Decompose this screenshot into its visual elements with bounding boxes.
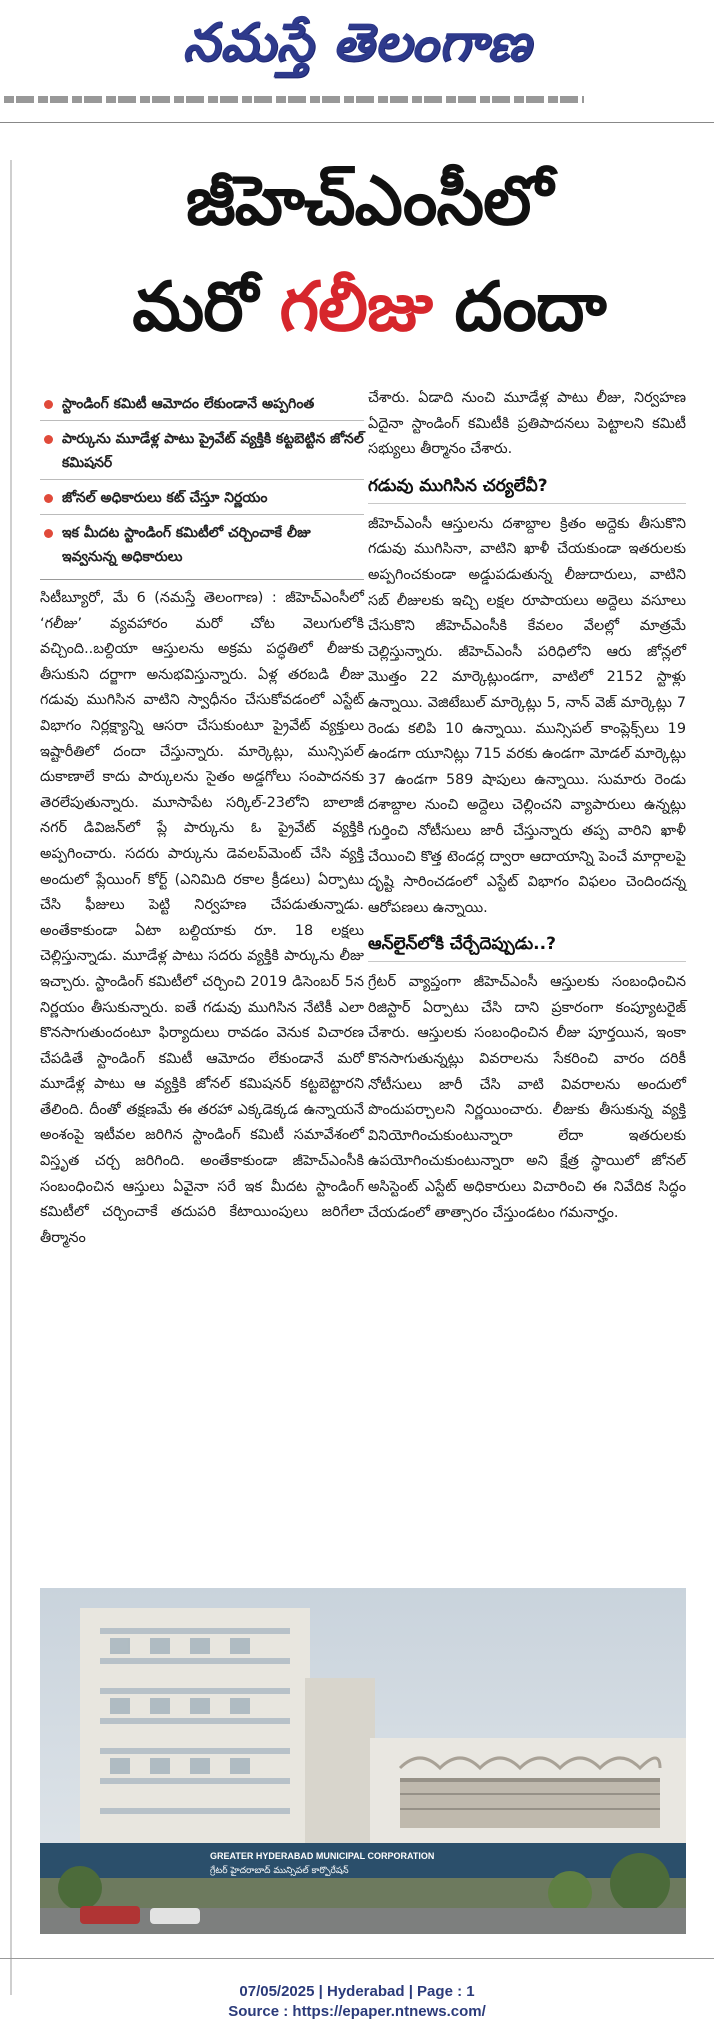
bullet-text: ఇక మీదట స్టాండింగ్ కమిటీలో చర్చించాకే లీజు ఇవ్వనున్న అధికారులు (62, 525, 311, 565)
bullet-dot-icon (44, 400, 53, 409)
ghmc-building-photo (40, 1588, 686, 1934)
left-column (40, 392, 364, 1251)
bullet-point (40, 392, 364, 421)
bullet-point (40, 427, 364, 480)
photo-sign-text: GREATER HYDERABAD MUNICIPAL CORPORATION (210, 1851, 435, 1861)
bullet-text: స్టాండింగ్ కమిటీ ఆమోదం లేకుండానే అప్పగింత (62, 396, 315, 412)
footer-source-line: Source : https://epaper.ntnews.com/ (228, 2003, 486, 2020)
article-body-section-2: గ్రేటర్ వ్యాప్తంగా జీహెచ్ఎంసీ ఆస్తులకు సంబంధించిన రిజిస్టార్ ఏర్పాటు చేసి దాని ప్రకారంగా కంప్యూటరైజ్ చేశారు. ఆస్తులకు సంబంధించిన లీజు పూర్తయిన, ఇంకా కొనసాగుతున్నట్లు వివరాలను సేకరించి వారం దరికీ నోటీసులు జారీ చేసి వాటి వివరాలను అందులో పొందుపర్చాలని నిర్ణయించారు. లీజుకు తీసుకున్న వ్యక్తి వినియోగించుకుంటున్నారా లేదా ఇతరులకు ఉపయోగించుకుంటున్నారా అని క్షేత్ర స్థాయిలో జోనల్ అసిస్టెంట్ ఎస్టేట్ అధికారులు విచారించి ఈ నివేదిక సిద్ధం చేయడంలో తాత్సారం చేస్తుండటం గమనార్హం. (368, 974, 686, 1221)
bullet-point (40, 521, 364, 573)
headline-highlight: గలీజు (279, 268, 432, 347)
footer-date-line: 07/05/2025 | Hyderabad | Page : 1 (239, 1983, 475, 2000)
headline-prefix: మరో (132, 268, 280, 347)
bullet-text: జోనల్ అధికారులు కట్ చేస్తూ నిర్ణయం (62, 490, 268, 506)
right-column (368, 386, 686, 1226)
bullet-text: పార్కును మూడేళ్ల పాటు ప్రైవేట్ వ్యక్తికి కట్టబెట్టిన జోనల్ కమిషనర్ (62, 431, 364, 471)
bullet-dot-icon (44, 529, 53, 538)
newspaper-logo: నమస్తే తెలంగాణ (182, 12, 532, 73)
headline-line-2 (24, 268, 714, 363)
article-body-continued: చేశారు. ఏడాది నుంచి మూడేళ్ల పాటు లీజు, నిర్వహణ ఏదైనా స్టాండింగ్ కమిటీకి ప్రతిపాదనలు పెట్టాలని కమిటీ సభ్యులు తీర్మానం చేశారు. (368, 390, 686, 458)
footer (0, 1982, 714, 2022)
margin-rule (10, 160, 12, 1995)
subheading-1: గడువు ముగిసిన చర్యలేవీ? (368, 473, 686, 504)
article-body-section-1: జీహెచ్ఎంసీ ఆస్తులను దశాబ్దాల క్రితం అద్దెకు తీసుకొని గడువు ముగిసినా, వాటిని ఖాళీ చేయకుండా ఇతరులకు అప్పగించకుండా అడ్డుపడుతున్న లీజుదారులు, వాటిని సబ్ లీజులకు ఇచ్చి లక్షల రూపాయలు అద్దెలు వసూలు చేసుకొని జీహెచ్ఎంసీకి కేవలం వేలల్లో మాత్రమే చెల్లిస్తున్నారు. జీహెచ్ఎంసీ పరిధిలోని ఆరు జోన్లలో మొత్తం 22 మార్కెట్లుండగా, వాటిలో 2152 స్టాళ్లు ఉన్నాయి. వెజిటేబుల్ మార్కెట్లు 5, నాన్ వెజ్ మార్కెట్లు 7 రెండు కలిపి 10 ఉన్నాయి. మున్సిపల్ కాంప్లెక్స్‌లు 19 ఉండగా యూనిట్లు 715 వరకు ఉండగా మోడల్ మార్కెట్లు 37 ఉండగా 589 షాపులు ఉన్నాయి. సుమారు రెండు దశాబ్దాల నుంచి అద్దెలు చెల్లించని వ్యాపారులు ఉన్నట్లు గుర్తించి నోటీసులు జారీ చేస్తున్నారు తప్ప వారిని ఖాళీ చేయించి కొత్త టెండర్ల ద్వారా ఆదాయాన్ని పెంచే మార్గాలపై దృష్టి సారించడంలో ఎస్టేట్ విభాగం విఫలం చెందిందన్న ఆరోపణలు ఉన్నాయి. (368, 515, 686, 916)
masthead-tagline-strip (4, 96, 584, 103)
masthead (0, 0, 714, 120)
article-body-left: సిటీబ్యూరో, మే 6 (నమస్తే తెలంగాణ) : జీహెచ్ఎంసీలో ‘గలీజు’ వ్యవహారం మరో చోట వెలుగులోకి వచ్చింది..బల్దియా ఆస్తులను అక్రమ పద్ధతిలో లీజుకు తీసుకుని దర్జాగా అనుభవిస్తున్నారు. ఏళ్ల తరబడి లీజు గడువు ముగిసిన వాటిని స్వాధీనం చేసుకోవడంలో ఎస్టేట్ విభాగం నిర్లక్ష్యాన్ని ఆసరా చేసుకుంటూ ప్రైవేట్ వ్యక్తులు ఇష్టారీతిలో దందా చేస్తున్నారు. మార్కెట్లు, మున్సిపల్ దుకాణాలే కాదు పార్కులను సైతం అడ్డగోలు సంపాదనకు తెరలేపుతున్నారు. మూసాపేట సర్కిల్-23లోని బాలాజీ నగర్ డివిజన్‌లో ప్లే పార్కును ఓ ప్రైవేట్ వ్యక్తికి అప్పగించారు. సదరు పార్కును డెవలప్‌మెంట్ చేసి వ్యక్తి అందులో ప్లేయింగ్ కోర్ట్ (ఎనిమిది రకాల క్రీడలు) ఏర్పాటు చేసి ఫీజులు పెట్టి నిర్వహణ చేపడుతున్నాడు. అంతేకాకుండా ఏటా బల్దియాకు రూ. 18 లక్షలు చెల్లిస్తున్నాడు. మూడేళ్ల పాటు సదరు వ్యక్తికి పార్కును లీజు ఇచ్చారు. స్టాండింగ్ కమిటీలో చర్చించి 2019 డిసెంబర్ 5న నిర్ణయం తీసుకున్నారు. ఐతే గడువు ముగిసిన నేటికీ ఎలా కొనసాగుతుందంటూ ఫిర్యాదులు రావడం వెనుక విచారణ చేపడితే స్టాండింగ్ కమిటీ ఆమోదం లేకుండానే మరో మూడేళ్ల పాటు ఆ వ్యక్తికి జోనల్ కమిషనర్ కట్టబెట్టారని తేలింది. దీంతో తక్షణమే ఈ తరహా ఎక్కడెక్కడ ఉన్నాయనే అంశంపై ఇటీవల జరిగిన స్టాండింగ్ కమిటీ సమావేశంలో విస్తృత చర్చ జరిగింది. అంతేకాకుండా జీహెచ్ఎంసీకి సంబంధించిన ఆస్తులు ఏవైనా సరే ఇక మీదట స్టాండింగ్ కమిటీలో చర్చించాకే తదుపరి కేటాయింపులు జరిగేలా తీర్మానం (40, 590, 364, 1246)
footer-divider (0, 1958, 714, 1959)
photo-sign-telugu: గ్రేటర్ హైదరాబాద్ మున్సిపల్ కార్పొరేషన్ (210, 1866, 349, 1876)
bullet-dot-icon (44, 435, 53, 444)
masthead-divider (0, 122, 714, 123)
headline-line-1: జీహెచ్ఎంసీలో (185, 162, 553, 241)
bullets-divider (40, 579, 364, 580)
subheading-2: ఆన్‌లైన్‌లోకి చేర్చేదెప్పుడు..? (368, 931, 686, 962)
bullet-dot-icon (44, 494, 53, 503)
building-illustration (40, 1588, 686, 1934)
headline-suffix: దందా (431, 268, 606, 347)
bullet-point (40, 486, 364, 515)
